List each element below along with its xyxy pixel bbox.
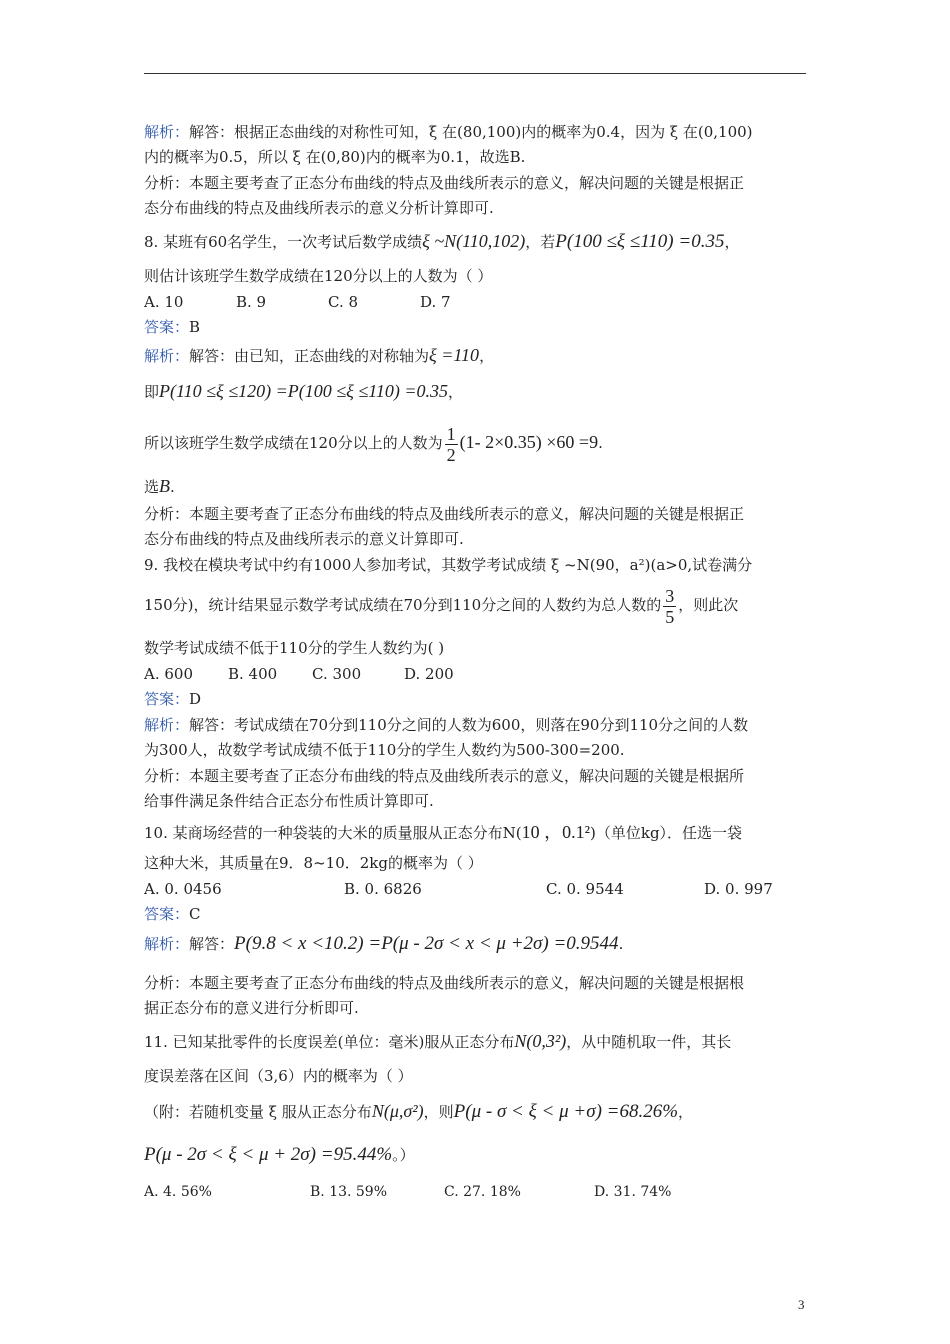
q9-analysis-text-1: 解答：考试成绩在70分到110分之间的人数为600，则落在90分到110分之间的人数 xyxy=(189,716,749,734)
q9-option-c: C. 300 xyxy=(312,665,362,683)
q10-options xyxy=(144,879,814,899)
q11-options xyxy=(144,1182,814,1202)
q8-symmetry-axis: ξ =110 xyxy=(429,345,480,365)
q8-choice-period: . xyxy=(170,478,175,496)
q11-note-prob-2sigma: P(μ - 2σ < ξ < μ + 2σ) =95.44% xyxy=(144,1144,393,1165)
answer-label: 答案： xyxy=(144,905,190,923)
q8-option-b: B. 9 xyxy=(236,293,267,311)
q8-option-d: D. 7 xyxy=(420,293,451,311)
q8-choice-b: B xyxy=(159,476,171,496)
q11-note-distribution: N(μ,σ²) xyxy=(371,1101,424,1121)
q11-option-b: B. 13. 59% xyxy=(310,1184,388,1200)
q10-probability: P(9.8 < x <10.2) =P(μ - 2σ < x < μ +2σ) =0.9544 xyxy=(234,933,619,954)
q8-fraction xyxy=(445,424,458,465)
q8-ji: 即 xyxy=(144,383,160,401)
q7-summary-line-2: 态分布曲线的特点及曲线所表示的意义分析计算即可. xyxy=(144,199,494,217)
q8-calculation: (1- 2×0.35) ×60 =9 xyxy=(459,432,599,452)
q11-option-c: C. 27. 18% xyxy=(444,1184,521,1200)
q10-summary-line-1: 分析：本题主要考查了正态分布曲线的特点及曲线所表示的意义，解决问题的关键是根据根 xyxy=(144,974,745,992)
q9-options xyxy=(144,664,814,684)
q10-option-d: D. 0. 997 xyxy=(704,880,773,898)
q11-note-text-a: （附：若随机变量 ξ 服从正态分布 xyxy=(144,1103,372,1121)
q8-option-a: A. 10 xyxy=(144,293,184,311)
q9-stem-line-1: 9. 我校在模块考试中约有1000人参加考试，其数学考试成绩 ξ ~N(90，a²)(a>0,试卷满分 xyxy=(144,556,753,574)
page-number: 3 xyxy=(798,1297,805,1312)
q10-option-a: A. 0. 0456 xyxy=(144,880,222,898)
q8-summary-line-1: 分析：本题主要考查了正态分布曲线的特点及曲线所表示的意义，解决问题的关键是根据正 xyxy=(144,505,745,523)
analysis-label: 解析： xyxy=(144,935,190,953)
q9-analysis-line-2: 为300人，故数学考试成绩不低于110分的学生人数约为500-300=200. xyxy=(144,741,625,759)
q9-answer: D xyxy=(189,690,202,708)
q8-option-c: C. 8 xyxy=(328,293,359,311)
q8-choice-line xyxy=(144,476,814,497)
q8-analysis-comma: ， xyxy=(479,347,495,365)
q8-summary-line-2: 态分布曲线的特点及曲线所表示的意义计算即可. xyxy=(144,530,464,548)
q10-stem-line-2: 这种大米，其质量在9．8~10．2kg的概率为（ ） xyxy=(144,854,483,872)
q11-stem-line-1 xyxy=(144,1031,814,1052)
q8-analysis-line-1 xyxy=(144,345,814,366)
q11-note-text-b: ，则 xyxy=(423,1103,454,1121)
q9-option-a: A. 600 xyxy=(144,665,193,683)
fraction-numerator: 1 xyxy=(446,423,456,444)
q8-probability: P(100 ≤ξ ≤110) =0.35 xyxy=(555,231,725,252)
q8-options xyxy=(144,292,814,312)
header-rule xyxy=(144,73,806,74)
q8-analysis-line-3 xyxy=(144,420,814,464)
answer-label: 答案： xyxy=(144,318,190,336)
q9-option-d: D. 200 xyxy=(404,665,454,683)
answer-label: 答案： xyxy=(144,690,190,708)
q8-analysis-text: 解答：由已知，正态曲线的对称轴为 xyxy=(189,347,430,365)
q11-note-prob-1sigma: P(μ - σ < ξ < μ +σ) =68.26% xyxy=(453,1101,679,1122)
q11-note-line-2 xyxy=(144,1145,814,1165)
q8-xuan: 选 xyxy=(144,478,160,496)
q8-equality: P(110 ≤ξ ≤120) =P(100 ≤ξ ≤110) =0.35 xyxy=(159,381,449,401)
q10-summary-line-2: 据正态分布的意义进行分析即可. xyxy=(144,999,359,1017)
q9-stem-end: ，则此次 xyxy=(678,596,739,614)
q11-stem-text-b: ，从中随机取一件，其长 xyxy=(566,1033,732,1051)
q8-analysis-comma-2: ， xyxy=(448,383,464,401)
q11-note-end: 。） xyxy=(392,1146,415,1164)
q8-stem-line-2: 则估计该班学生数学成绩在120分以上的人数为（ ） xyxy=(144,267,493,285)
q9-analysis-line-1 xyxy=(144,715,814,735)
q8-distribution: ξ ~N(110,102) xyxy=(422,231,526,251)
q10-period: . xyxy=(618,935,624,953)
q10-analysis-line xyxy=(144,934,814,954)
q8-comma: ， xyxy=(724,233,740,251)
q10-answer: C xyxy=(189,905,201,923)
q11-distribution: N(0,3²) xyxy=(514,1031,567,1051)
q10-stem-line-1 xyxy=(144,822,814,843)
q9-summary-line-2: 给事件满足条件结合正态分布性质计算即可. xyxy=(144,792,434,810)
q8-stem-text: 8. 某班有60名学生，一次考试后数学成绩 xyxy=(144,233,423,251)
q11-option-a: A. 4. 56% xyxy=(144,1184,212,1200)
q9-answer-line xyxy=(144,689,814,709)
q7-summary-line-1: 分析：本题主要考查了正态分布曲线的特点及曲线所表示的意义，解决问题的关键是根据正 xyxy=(144,174,745,192)
q7-analysis-text-1: 解答：根据正态曲线的对称性可知，ξ 在(80,100)内的概率为0.4，因为 ξ 在(0,100) xyxy=(189,123,753,141)
q10-distribution-params: 10 ，0.1² xyxy=(521,822,591,842)
q8-answer: B xyxy=(189,318,201,336)
q8-stem-line-1 xyxy=(144,231,814,252)
analysis-label: 解析： xyxy=(144,123,190,141)
analysis-label: 解析： xyxy=(144,716,190,734)
q10-stem-text-a: 10. 某商场经营的一种袋装的大米的质量服从正态分布N( xyxy=(144,824,522,842)
q10-option-b: B. 0. 6826 xyxy=(344,880,422,898)
q11-option-d: D. 31. 74% xyxy=(594,1184,672,1200)
q10-answer-line xyxy=(144,904,814,924)
q9-option-b: B. 400 xyxy=(228,665,278,683)
q9-summary-line-1: 分析：本题主要考查了正态分布曲线的特点及曲线所表示的意义，解决问题的关键是根据所 xyxy=(144,767,745,785)
fraction-denominator: 5 xyxy=(665,606,675,627)
q8-answer-line xyxy=(144,317,814,337)
q8-ruo: ，若 xyxy=(525,233,556,251)
fraction-numerator: 3 xyxy=(665,585,675,606)
q8-period: . xyxy=(598,434,603,452)
q10-analysis-text: 解答： xyxy=(189,935,235,953)
q11-note-line-1 xyxy=(144,1101,814,1122)
q9-stem-line-3: 数学考试成绩不低于110分的学生人数约为( ) xyxy=(144,639,445,657)
analysis-label: 解析： xyxy=(144,347,190,365)
q10-option-c: C. 0. 9544 xyxy=(546,880,624,898)
q11-stem-line-2: 度误差落在区间（3,6）内的概率为（ ） xyxy=(144,1067,413,1085)
q11-note-comma: ， xyxy=(678,1103,694,1121)
q10-stem-text-b: )（单位kg）．任选一袋 xyxy=(590,824,743,842)
q9-stem-line-2 xyxy=(144,583,814,627)
q9-stem-text-2: 150分)，统计结果显示数学考试成绩在70分到110分之间的人数约为总人数的 xyxy=(144,596,662,614)
fraction-denominator: 2 xyxy=(446,444,456,465)
q11-stem-text-a: 11. 已知某批零件的长度误差(单位：毫米)服从正态分布 xyxy=(144,1033,515,1051)
q8-analysis-text-3: 所以该班学生数学成绩在120分以上的人数为 xyxy=(144,434,443,452)
q8-analysis-line-2 xyxy=(144,381,814,402)
q7-analysis-line-2: 内的概率为0.5，所以 ξ 在(0,80)内的概率为0.1，故选B. xyxy=(144,148,526,166)
q7-analysis-line-1 xyxy=(144,122,814,142)
q9-fraction xyxy=(663,586,676,627)
